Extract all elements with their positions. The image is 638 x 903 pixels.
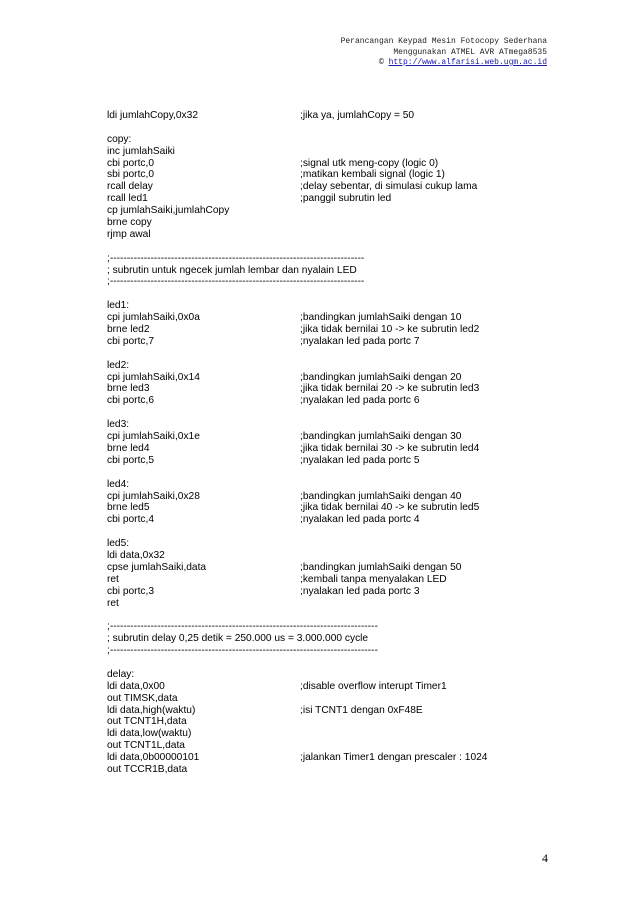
- code-instruction: cpi jumlahSaiki,0x0a: [107, 312, 200, 324]
- code-comment: ;jika tidak bernilai 10 -> ke subrutin led2: [300, 324, 480, 336]
- code-instruction: cpse jumlahSaiki,data: [107, 561, 207, 573]
- code-comment: ;jika ya, jumlahCopy = 50: [300, 110, 415, 121]
- code-line: [107, 633, 547, 645]
- code-instruction: ;---------------------------------------------------------------------------: [107, 276, 365, 288]
- code-instruction: cbi portc,6: [107, 395, 154, 407]
- code-instruction: cbi portc,7: [107, 335, 154, 347]
- code-instruction: led3:: [107, 419, 130, 431]
- code-instruction: cbi portc,4: [107, 514, 154, 526]
- code-instruction: ret: [107, 573, 119, 585]
- code-line: [107, 764, 547, 776]
- code-instruction: led2:: [107, 359, 130, 371]
- code-instruction: ldi data,0x32: [107, 549, 165, 561]
- code-instruction: led5:: [107, 538, 130, 550]
- code-comment: ;bandingkan jumlahSaiki dengan 10: [300, 312, 462, 324]
- code-comment: ;bandingkan jumlahSaiki dengan 30: [300, 431, 462, 443]
- code-instruction: cp jumlahSaiki,jumlahCopy: [107, 205, 230, 217]
- code-line: [107, 705, 547, 717]
- header-link-line: [341, 58, 547, 69]
- code-instruction: rjmp awal: [107, 228, 151, 240]
- code-instruction: brne led2: [107, 324, 150, 336]
- page-number: 4: [542, 851, 548, 865]
- code-line: [107, 716, 547, 728]
- code-line: [107, 134, 547, 146]
- code-instruction: brne copy: [107, 217, 152, 229]
- code-line: [107, 229, 547, 241]
- blank-line: [107, 241, 547, 253]
- code-instruction: copy:: [107, 133, 132, 145]
- code-listing: [107, 110, 547, 776]
- code-line: [107, 395, 547, 407]
- blank-line: [107, 609, 547, 621]
- code-line: [107, 360, 547, 372]
- code-line: [107, 443, 547, 455]
- code-line: [107, 181, 547, 193]
- code-line: [107, 276, 547, 288]
- code-line: [107, 586, 547, 598]
- code-line: [107, 562, 547, 574]
- code-instruction: sbi portc,0: [107, 169, 154, 181]
- code-instruction: ldi data,high(waktu): [107, 704, 196, 716]
- blank-line: [107, 526, 547, 538]
- code-line: [107, 645, 547, 657]
- code-line: [107, 514, 547, 526]
- code-comment: ;jika tidak bernilai 30 -> ke subrutin led4: [300, 442, 480, 454]
- code-line: [107, 455, 547, 467]
- copyright-symbol: ©: [378, 58, 384, 67]
- blank-line: [107, 288, 547, 300]
- website-link[interactable]: http://www.alfarisi.web.ugm.ac.id: [388, 58, 547, 67]
- code-instruction: ;-------------------------------------------------------------------------------: [107, 645, 378, 657]
- code-line: [107, 169, 547, 181]
- code-comment: ;nyalakan led pada portc 3: [300, 585, 420, 597]
- code-instruction: cbi portc,0: [107, 157, 154, 169]
- blank-line: [107, 467, 547, 479]
- blank-line: [107, 657, 547, 669]
- header-subtitle: Menggunakan ATMEL AVR ATmega8535: [393, 47, 547, 57]
- code-line: [107, 621, 547, 633]
- code-comment: ;nyalakan led pada portc 7: [300, 335, 420, 347]
- code-instruction: ldi data,0b00000101: [107, 752, 200, 764]
- code-instruction: out TCNT1H,data: [107, 716, 187, 728]
- code-instruction: out TCNT1L,data: [107, 740, 185, 752]
- code-line: [107, 324, 547, 336]
- code-line: [107, 146, 547, 158]
- code-line: [107, 728, 547, 740]
- code-line: [107, 372, 547, 384]
- code-line: [107, 110, 547, 122]
- code-comment: ;bandingkan jumlahSaiki dengan 40: [300, 490, 462, 502]
- blank-line: [107, 348, 547, 360]
- code-instruction: brne led3: [107, 383, 150, 395]
- code-line: [107, 740, 547, 752]
- code-instruction: delay:: [107, 668, 135, 680]
- code-instruction: ;-------------------------------------------------------------------------------: [107, 621, 378, 633]
- code-instruction: cpi jumlahSaiki,0x14: [107, 371, 200, 383]
- code-line: [107, 752, 547, 764]
- code-line: [107, 491, 547, 503]
- code-instruction: brne led5: [107, 502, 150, 514]
- code-comment: ;kembali tanpa menyalakan LED: [300, 573, 447, 585]
- code-instruction: rcall led1: [107, 193, 148, 205]
- code-line: [107, 538, 547, 550]
- code-line: [107, 336, 547, 348]
- code-comment: ;jalankan Timer1 dengan prescaler : 1024: [300, 752, 488, 764]
- code-instruction: inc jumlahSaiki: [107, 145, 175, 157]
- code-comment: ;jika tidak bernilai 20 -> ke subrutin led3: [300, 383, 480, 395]
- code-line: [107, 300, 547, 312]
- code-comment: ;nyalakan led pada portc 5: [300, 454, 420, 466]
- code-line: [107, 550, 547, 562]
- code-instruction: ldi jumlahCopy,0x32: [107, 110, 198, 121]
- code-line: [107, 312, 547, 324]
- code-comment: ;isi TCNT1 dengan 0xF48E: [300, 704, 423, 716]
- code-line: [107, 193, 547, 205]
- code-instruction: ; subrutin untuk ngecek jumlah lembar dan nyalain LED: [107, 264, 357, 276]
- code-instruction: cpi jumlahSaiki,0x28: [107, 490, 200, 502]
- code-line: [107, 205, 547, 217]
- code-line: [107, 681, 547, 693]
- header-title: Perancangan Keypad Mesin Fotocopy Sederhana: [340, 37, 547, 46]
- code-comment: ;jika tidak bernilai 40 -> ke subrutin led5: [300, 502, 480, 514]
- code-instruction: brne led4: [107, 442, 150, 454]
- code-line: [107, 431, 547, 443]
- code-line: [107, 669, 547, 681]
- code-comment: ;signal utk meng-copy (logic 0): [300, 157, 439, 169]
- code-instruction: led4:: [107, 478, 130, 490]
- code-line: [107, 383, 547, 395]
- code-instruction: ;---------------------------------------------------------------------------: [107, 252, 365, 264]
- code-line: [107, 502, 547, 514]
- code-comment: ;panggil subrutin led: [300, 193, 392, 205]
- code-line: [107, 158, 547, 170]
- code-line: [107, 479, 547, 491]
- code-line: [107, 693, 547, 705]
- code-instruction: cbi portc,5: [107, 454, 154, 466]
- code-instruction: cpi jumlahSaiki,0x1e: [107, 431, 200, 443]
- code-comment: ;matikan kembali signal (logic 1): [300, 169, 445, 181]
- code-comment: ;delay sebentar, di simulasi cukup lama: [300, 181, 478, 193]
- code-instruction: rcall delay: [107, 181, 153, 193]
- code-instruction: ldi data,0x00: [107, 680, 165, 692]
- code-instruction: out TCCR1B,data: [107, 763, 188, 775]
- code-comment: ;bandingkan jumlahSaiki dengan 50: [300, 561, 462, 573]
- code-instruction: ret: [107, 597, 119, 609]
- page-header: [341, 37, 547, 69]
- code-line: [107, 574, 547, 586]
- code-line: [107, 265, 547, 277]
- code-line: [107, 419, 547, 431]
- code-instruction: ldi data,low(waktu): [107, 728, 192, 740]
- blank-line: [107, 122, 547, 134]
- code-instruction: out TIMSK,data: [107, 692, 178, 704]
- code-comment: ;disable overflow interupt Timer1: [300, 680, 447, 692]
- code-comment: ;nyalakan led pada portc 4: [300, 514, 420, 526]
- code-line: [107, 253, 547, 265]
- code-instruction: ; subrutin delay 0,25 detik = 250.000 us = 3.000.000 cycle: [107, 633, 369, 645]
- code-instruction: led1:: [107, 300, 130, 312]
- code-line: [107, 598, 547, 610]
- code-comment: ;bandingkan jumlahSaiki dengan 20: [300, 371, 462, 383]
- blank-line: [107, 407, 547, 419]
- code-instruction: cbi portc,3: [107, 585, 154, 597]
- code-line: [107, 217, 547, 229]
- code-comment: ;nyalakan led pada portc 6: [300, 395, 420, 407]
